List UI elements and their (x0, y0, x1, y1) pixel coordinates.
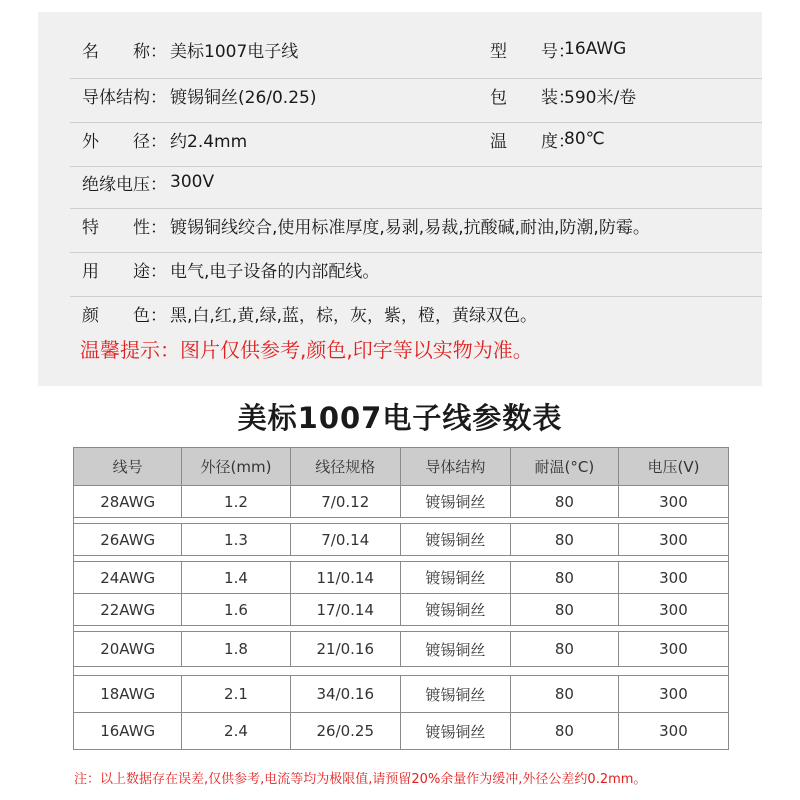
usage-value: 电气,电子设备的内部配线。 (170, 261, 380, 282)
cell-strand: 26/0.25 (290, 713, 400, 750)
cell-diameter: 1.2 (181, 486, 289, 518)
col-header-temp: 耐温(°C) (510, 447, 618, 486)
cell-strand: 21/0.16 (290, 632, 400, 667)
table-row (73, 632, 729, 667)
col-header-voltage: 电压(V) (618, 447, 729, 486)
voltage-label: 绝缘电压： (82, 174, 167, 195)
footnote: 注：以上数据存在误差,仅供参考,电流等均为极限值,请预留20%余量作为缓冲,外径公差约0.2mm。 (74, 772, 647, 787)
temp-label: 温 度： (490, 131, 575, 152)
color-value: 黑,白,红,黄,绿,蓝，棕，灰，紫，橙，黄绿双色。 (170, 305, 538, 326)
diameter-value: 约2.4mm (170, 131, 248, 152)
cell-voltage: 300 (618, 676, 729, 713)
package-value: 590米/卷 (564, 87, 637, 108)
usage-label: 用 途： (82, 261, 167, 282)
cell-diameter: 2.4 (181, 713, 289, 750)
voltage-value: 300V (170, 172, 215, 192)
cell-gauge: 24AWG (73, 562, 181, 594)
row-spacer (73, 667, 729, 676)
divider (70, 166, 762, 167)
cell-voltage: 300 (618, 562, 729, 594)
cell-gauge: 22AWG (73, 594, 181, 626)
cell-diameter: 1.8 (181, 632, 289, 667)
table-row (73, 713, 729, 750)
table-title: 美标1007电子线参数表 (237, 401, 563, 435)
divider (70, 252, 762, 253)
warning-text: 温馨提示：图片仅供参考,颜色,印字等以实物为准。 (80, 338, 533, 362)
cell-strand: 17/0.14 (290, 594, 400, 626)
package-label: 包 装： (490, 87, 575, 108)
divider (70, 78, 762, 79)
cell-temp: 80 (510, 594, 618, 626)
spec-panel (38, 12, 762, 386)
model-value: 16AWG (564, 39, 627, 59)
cell-strand: 7/0.12 (290, 486, 400, 518)
cell-conductor: 镀锡铜丝 (400, 632, 510, 667)
cell-diameter: 1.6 (181, 594, 289, 626)
table-header-row (73, 447, 729, 486)
cell-temp: 80 (510, 632, 618, 667)
cell-gauge: 28AWG (73, 486, 181, 518)
feature-label: 特 性： (82, 217, 167, 238)
cell-voltage: 300 (618, 713, 729, 750)
col-header-conductor: 导体结构 (400, 447, 510, 486)
cell-gauge: 18AWG (73, 676, 181, 713)
cell-diameter: 1.4 (181, 562, 289, 594)
cell-temp: 80 (510, 486, 618, 518)
cell-conductor: 镀锡铜丝 (400, 562, 510, 594)
cell-temp: 80 (510, 713, 618, 750)
cell-voltage: 300 (618, 524, 729, 556)
divider (70, 208, 762, 209)
cell-strand: 34/0.16 (290, 676, 400, 713)
cell-conductor: 镀锡铜丝 (400, 486, 510, 518)
cell-strand: 7/0.14 (290, 524, 400, 556)
cell-voltage: 300 (618, 486, 729, 518)
cell-voltage: 300 (618, 632, 729, 667)
cell-strand: 11/0.14 (290, 562, 400, 594)
diameter-label: 外 径： (82, 131, 167, 152)
structure-label: 导体结构： (82, 87, 167, 108)
cell-conductor: 镀锡铜丝 (400, 524, 510, 556)
cell-voltage: 300 (618, 594, 729, 626)
cell-conductor: 镀锡铜丝 (400, 594, 510, 626)
table-row (73, 524, 729, 556)
table-row (73, 594, 729, 626)
cell-gauge: 16AWG (73, 713, 181, 750)
divider (70, 122, 762, 123)
col-header-gauge: 线号 (73, 447, 181, 486)
name-value: 美标1007电子线 (170, 41, 299, 62)
table-row (73, 676, 729, 713)
cell-gauge: 26AWG (73, 524, 181, 556)
temp-value: 80℃ (564, 129, 605, 149)
col-header-diameter: 外径(mm) (181, 447, 289, 486)
cell-temp: 80 (510, 676, 618, 713)
cell-gauge: 20AWG (73, 632, 181, 667)
color-label: 颜 色： (82, 305, 167, 326)
cell-temp: 80 (510, 562, 618, 594)
cell-conductor: 镀锡铜丝 (400, 713, 510, 750)
params-table (73, 447, 729, 750)
cell-conductor: 镀锡铜丝 (400, 676, 510, 713)
col-header-strand: 线径规格 (290, 447, 400, 486)
cell-diameter: 2.1 (181, 676, 289, 713)
feature-value: 镀锡铜线绞合,使用标准厚度,易剥,易裁,抗酸碱,耐油,防潮,防霉。 (170, 217, 650, 238)
name-label: 名 称： (82, 41, 167, 62)
model-label: 型 号： (490, 41, 575, 62)
cell-temp: 80 (510, 524, 618, 556)
structure-value: 镀锡铜丝(26/0.25) (170, 87, 317, 108)
table-row (73, 486, 729, 518)
table-row (73, 562, 729, 594)
divider (70, 296, 762, 297)
cell-diameter: 1.3 (181, 524, 289, 556)
